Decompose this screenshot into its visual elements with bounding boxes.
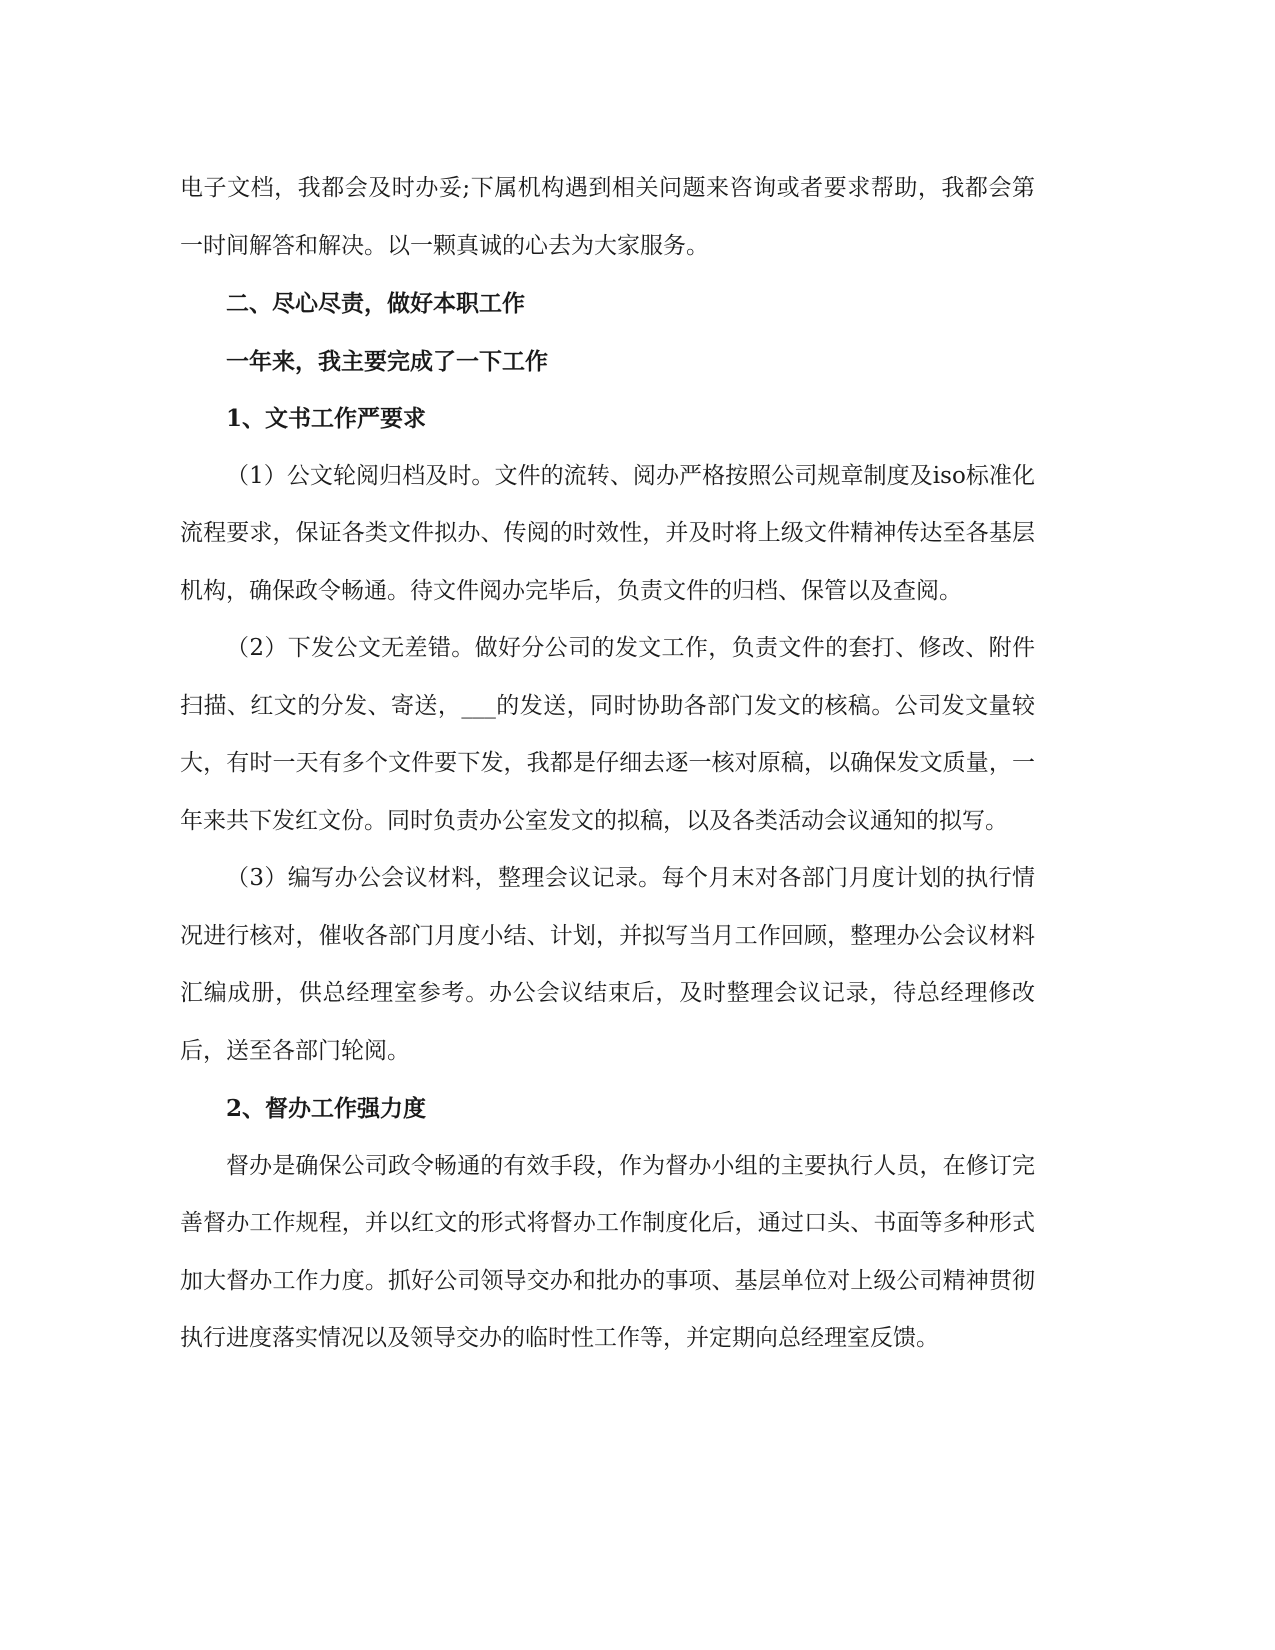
section-heading-year-summary: 一年来，我主要完成了一下工作 — [226, 347, 548, 375]
document-page — [180, 160, 1035, 1368]
body-paragraph-supervision: 督办是确保公司政令畅通的有效手段，作为督办小组的主要执行人员，在修订完善督办工作规程，并以红文的形式将督办工作制度化后，通过口头、书面等多种形式加大督办工作力度。抓好公司领导交办和批办的事项、基层单位对上级公司精神贯彻执行进度落实情况以及领导交办的临时性工作等，并定期向总经理室反馈。 — [180, 1152, 1035, 1351]
subsection-heading-clerical-work: 1、文书工作严要求 — [226, 405, 427, 432]
body-paragraph-meeting-materials: （3）编写办公会议材料，整理会议记录。每个月末对各部门月度计划的执行情况进行核对，催收各部门月度小结、计划，并拟写当月工作回顾，整理办公会议材料汇编成册，供总经理室参考。办公会议结束后，及时整理会议记录，待总经理修改后，送至各部门轮阅。 — [180, 865, 1035, 1064]
body-paragraph-document-circulation: （1）公文轮阅归档及时。文件的流转、阅办严格按照公司规章制度及iso标准化流程要求，保证各类文件拟办、传阅的时效性，并及时将上级文件精神传达至各基层机构，确保政令畅通。待文件阅办完毕后，负责文件的归档、保管以及查阅。 — [180, 462, 1035, 604]
body-paragraph-1: 电子文档，我都会及时办妥;下属机构遇到相关问题来咨询或者要求帮助，我都会第一时间解答和解决。以一颗真诚的心去为大家服务。 — [180, 175, 1035, 259]
section-heading-duties: 二、尽心尽责，做好本职工作 — [226, 290, 525, 317]
subsection-heading-supervision: 2、督办工作强力度 — [226, 1095, 427, 1122]
body-paragraph-document-issuance: （2）下发公文无差错。做好分公司的发文工作，负责文件的套打、修改、附件扫描、红文的分发、寄送，___的发送，同时协助各部门发文的核稿。公司发文量较大，有时一天有多个文件要下发，我都是仔细去逐一核对原稿，以确保发文质量，一年来共下发红文份。同时负责办公室发文的拟稿，以及各类活动会议通知的拟写。 — [180, 635, 1035, 834]
